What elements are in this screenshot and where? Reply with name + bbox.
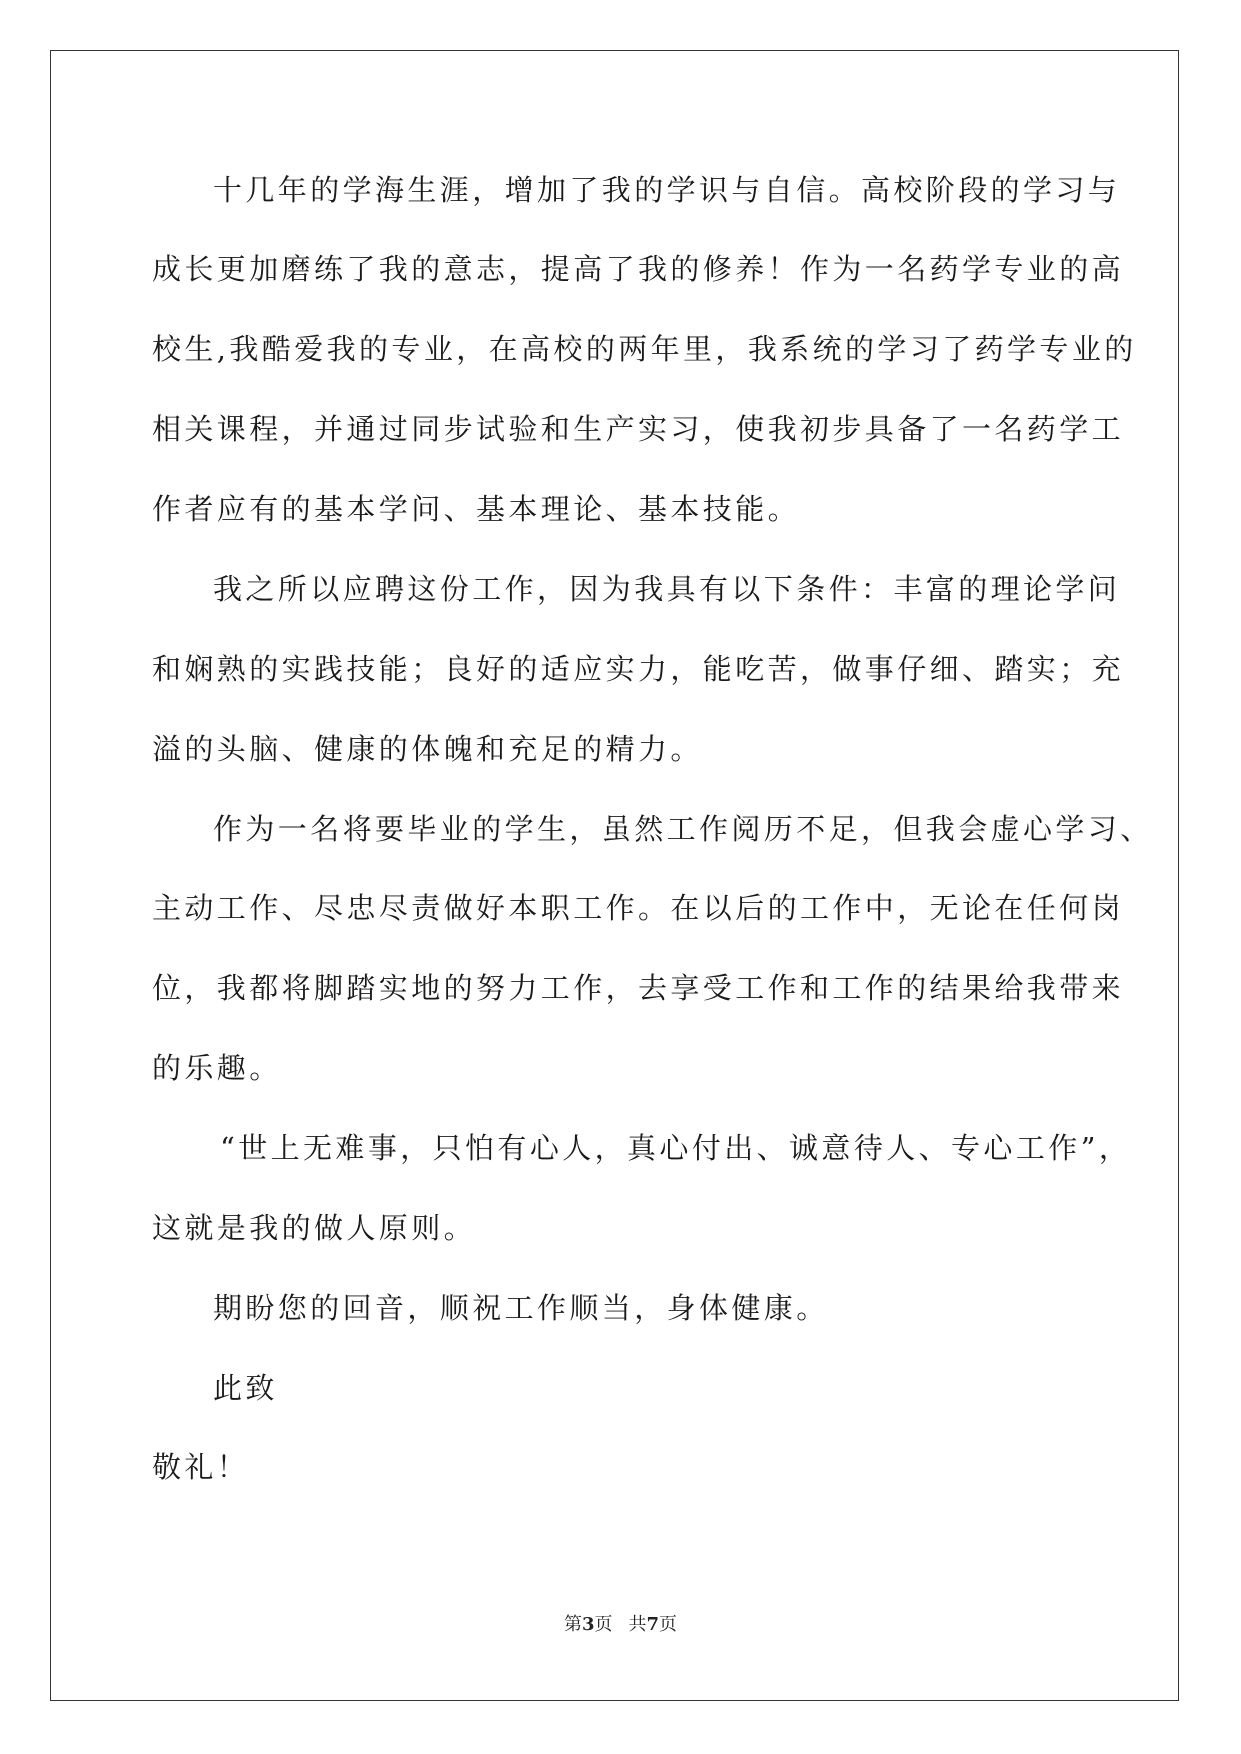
closing-regards: 敬礼！ <box>152 1450 250 1484</box>
paragraph-3-line-1: 作为一名将要毕业的学生，虽然工作阅历不足，但我会虚心学习、 <box>213 812 1153 846</box>
paragraph-5-line-1: 期盼您的回音，顺祝工作顺当，身体健康。 <box>213 1291 829 1325</box>
page-suffix: 页 <box>594 1614 613 1635</box>
page-footer <box>0 1610 1241 1636</box>
paragraph-4-line-2: 这就是我的做人原则。 <box>152 1211 477 1245</box>
page-number: 3 <box>581 1614 595 1635</box>
paragraph-1-line-2: 成长更加磨练了我的意志，提高了我的修养！作为一名药学专业的高 <box>152 252 1125 286</box>
total-prefix: 共 <box>628 1614 647 1635</box>
paragraph-4-line-1: “世上无难事，只怕有心人，真心付出、诚意待人、专心工作”， <box>220 1131 1132 1165</box>
closing-salutation: 此致 <box>213 1371 278 1405</box>
paragraph-1-line-1: 十几年的学海生涯，增加了我的学识与自信。高校阶段的学习与 <box>213 173 1121 207</box>
paragraph-2-line-3: 溢的头脑、健康的体魄和充足的精力。 <box>152 732 703 766</box>
paragraph-1-line-3: 校生,我酷爱我的专业，在高校的两年里，我系统的学习了药学专业的 <box>152 332 1137 366</box>
page-prefix: 第 <box>563 1614 582 1635</box>
paragraph-3-line-3: 位，我都将脚踏实地的努力工作，去享受工作和工作的结果给我带来 <box>152 971 1125 1005</box>
paragraph-2-line-1: 我之所以应聘这份工作，因为我具有以下条件：丰富的理论学问 <box>213 572 1121 606</box>
paragraph-3-line-2: 主动工作、尽忠尽责做好本职工作。在以后的工作中，无论在任何岗 <box>152 891 1125 925</box>
paragraph-1-line-4: 相关课程，并通过同步试验和生产实习，使我初步具备了一名药学工 <box>152 412 1125 446</box>
paragraph-1-line-5: 作者应有的基本学问、基本理论、基本技能。 <box>152 492 801 526</box>
total-pages: 7 <box>646 1614 660 1635</box>
total-suffix: 页 <box>659 1614 678 1635</box>
paragraph-2-line-2: 和娴熟的实践技能；良好的适应实力，能吃苦，做事仔细、踏实；充 <box>152 652 1125 686</box>
paragraph-3-line-4: 的乐趣。 <box>152 1051 282 1085</box>
